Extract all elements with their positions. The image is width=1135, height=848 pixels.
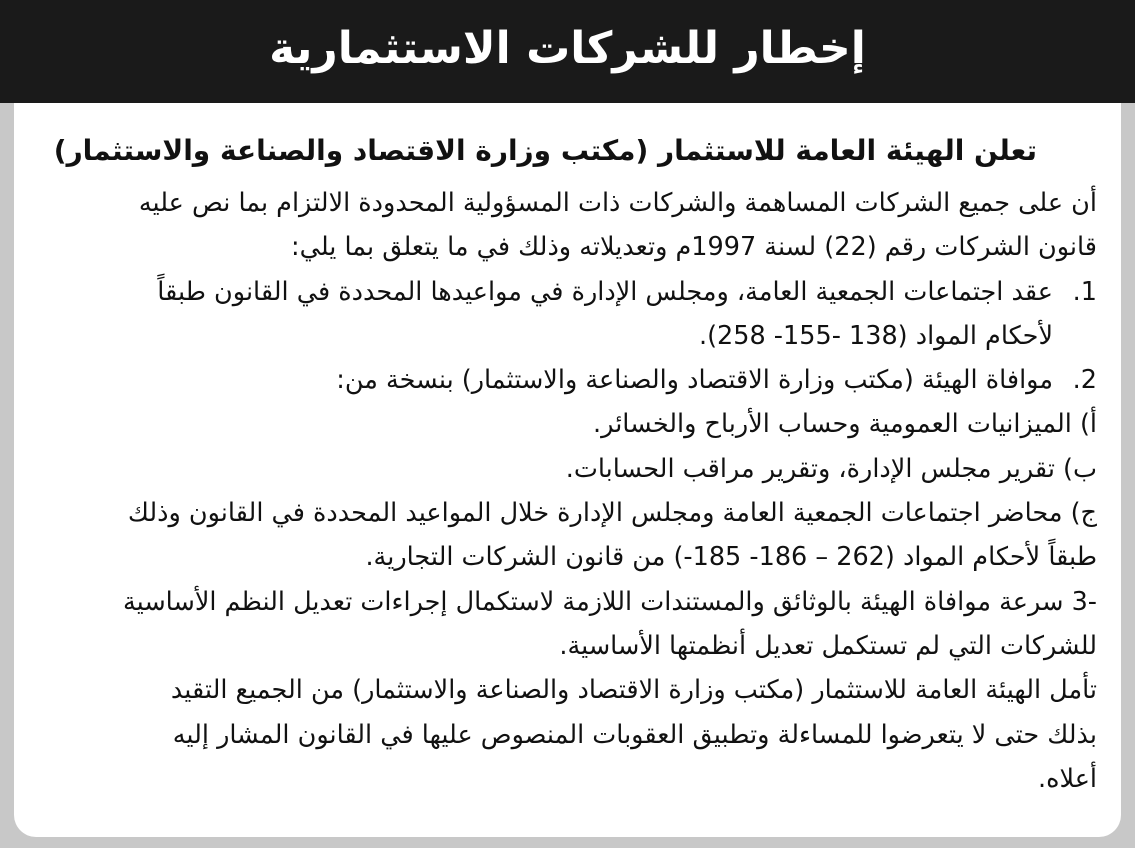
item-3-continuation: للشركات التي لم تستكمل تعديل أنظمتها الأساسية.	[559, 630, 1097, 661]
sub-item-c-continuation: طبقاً لأحكام المواد (262 – 186- 185-) من قانون الشركات التجارية.	[365, 542, 1097, 573]
closing-line-1: تأمل الهيئة العامة للاستثمار (مكتب وزارة الاقتصاد والصناعة والاستثمار) من الجميع التقيد	[170, 675, 1097, 706]
item-3: -3 سرعة موافاة الهيئة بالوثائق والمستندات اللازمة لاستكمال إجراءات تعديل النظم الأساسية	[122, 586, 1097, 617]
notice-subtitle: تعلن الهيئة العامة للاستثمار (مكتب وزارة الاقتصاد والصناعة والاستثمار)	[53, 134, 1037, 167]
notice-body	[14, 103, 1121, 837]
item-2-text: موافاة الهيئة (مكتب وزارة الاقتصاد والصناعة والاستثمار) بنسخة من:	[336, 365, 1053, 396]
closing-line-3: أعلاه.	[1038, 763, 1097, 794]
item-2-number: 2.	[1072, 365, 1097, 396]
closing-line-2: بذلك حتى لا يتعرضوا للمساءلة وتطبيق العقوبات المنصوص عليها في القانون المشار إليه	[172, 719, 1097, 750]
intro-line-2: قانون الشركات رقم (22) لسنة 1997م وتعديلاته وذلك في ما يتعلق بما يلي:	[290, 232, 1097, 263]
item-1	[40, 270, 1097, 314]
sub-item-a: أ) الميزانيات العمومية وحساب الأرباح والخسائر.	[593, 409, 1097, 440]
sub-item-c: ج) محاضر اجتماعات الجمعية العامة ومجلس الإدارة خلال المواعيد المحددة في القانون وذلك	[127, 498, 1097, 529]
item-1-continuation: لأحكام المواد (138 -155- 258).	[698, 320, 1053, 351]
item-1-number: 1.	[1072, 276, 1097, 307]
header-bar	[0, 0, 1135, 103]
sub-item-b: ب) تقرير مجلس الإدارة، وتقرير مراقب الحسابات.	[565, 453, 1097, 484]
intro-line-1: أن على جميع الشركات المساهمة والشركات ذات المسؤولية المحدودة الالتزام بما نص عليه	[138, 188, 1097, 218]
item-2	[40, 358, 1097, 402]
item-1-text: عقد اجتماعات الجمعية العامة، ومجلس الإدارة في مواعيدها المحددة في القانون طبقاً	[157, 276, 1053, 307]
notice-title: إخطار للشركات الاستثمارية	[269, 23, 866, 74]
